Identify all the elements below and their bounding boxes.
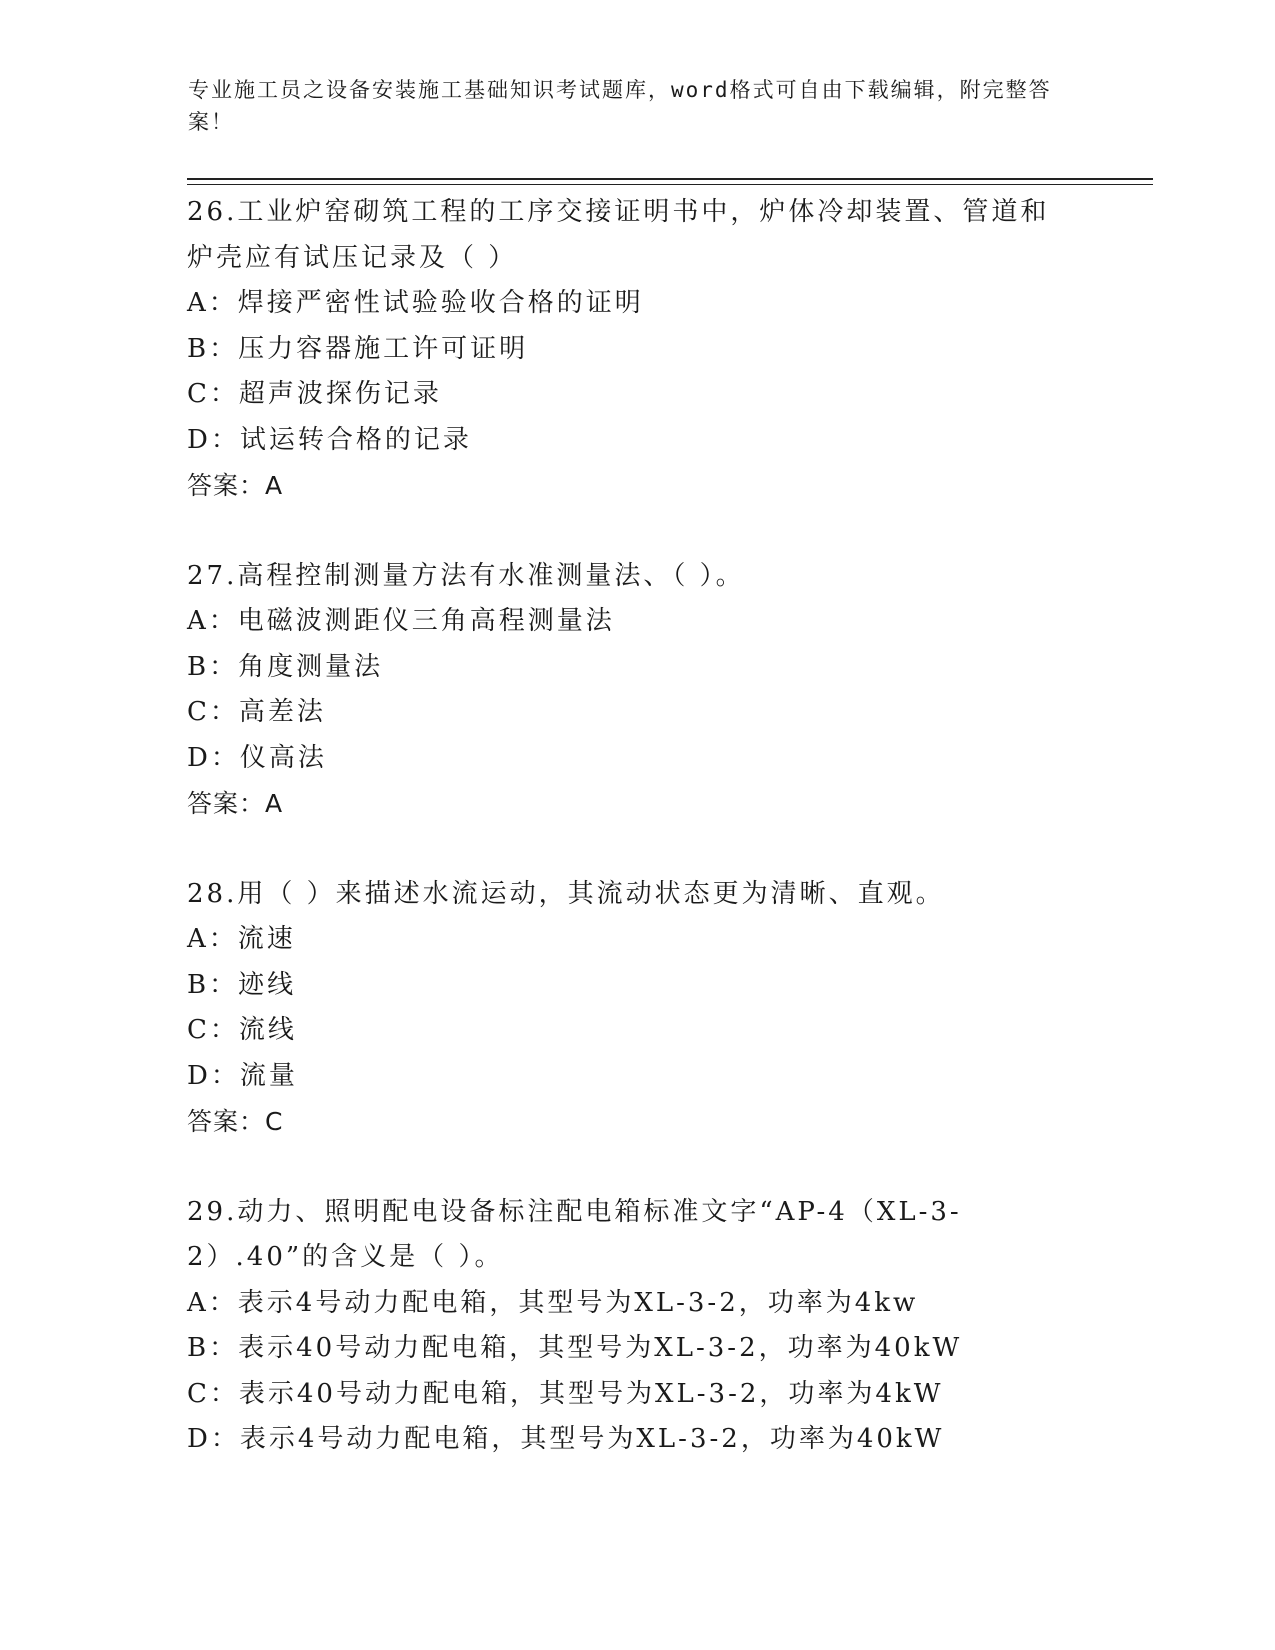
question-stem: 26.工业炉窑砌筑工程的工序交接证明书中，炉体冷却装置、管道和炉壳应有试压记录及（ ）	[187, 197, 1050, 273]
option-a: A：电磁波测距仪三角高程测量法	[187, 606, 615, 636]
answer-line: 答案：C	[187, 1107, 284, 1136]
option-d: D：表示4号动力配电箱，其型号为XL-3-2，功率为40kW	[187, 1424, 945, 1454]
document-header: 专业施工员之设备安装施工基础知识考试题库，word格式可自由下载编辑，附完整答案！	[188, 78, 1052, 134]
header-rule-thin	[187, 184, 1153, 185]
option-d: D：流量	[187, 1060, 298, 1091]
question-28	[187, 872, 1087, 1145]
question-spacer	[187, 827, 1087, 872]
option-c: C：超声波探伤记录	[187, 379, 442, 409]
option-a: A：表示4号动力配电箱，其型号为XL-3-2，功率为4kw	[187, 1287, 919, 1318]
question-27	[187, 554, 1087, 827]
question-stem: 29.动力、照明配电设备标注配电箱标准文字“AP-4（XL-3-2）.40”的含义是（ ）。	[187, 1196, 962, 1272]
option-b: B：迹线	[187, 969, 297, 1000]
question-29	[187, 1190, 1087, 1463]
option-d: D：仪高法	[187, 742, 327, 773]
option-a: A：焊接严密性试验验收合格的证明	[187, 288, 644, 318]
option-c: C：高差法	[187, 697, 326, 727]
question-spacer	[187, 509, 1087, 554]
header-rule-thick	[187, 178, 1153, 180]
question-spacer	[187, 1145, 1087, 1190]
option-c: C：流线	[187, 1015, 297, 1045]
answer-line: 答案：A	[187, 471, 284, 500]
question-stem: 28.用（ ）来描述水流运动，其流动状态更为清晰、直观。	[187, 878, 945, 909]
answer-line: 答案：A	[187, 789, 284, 818]
option-b: B：角度测量法	[187, 651, 384, 682]
option-c: C：表示40号动力配电箱，其型号为XL-3-2，功率为4kW	[187, 1378, 944, 1409]
option-b: B：压力容器施工许可证明	[187, 333, 529, 364]
option-b: B：表示40号动力配电箱，其型号为XL-3-2，功率为40kW	[187, 1333, 963, 1363]
question-list	[187, 190, 1087, 1463]
option-a: A：流速	[187, 924, 296, 954]
option-d: D：试运转合格的记录	[187, 424, 472, 455]
question-stem: 27.高程控制测量方法有水准测量法、（ ）。	[187, 560, 745, 591]
question-26	[187, 190, 1087, 509]
